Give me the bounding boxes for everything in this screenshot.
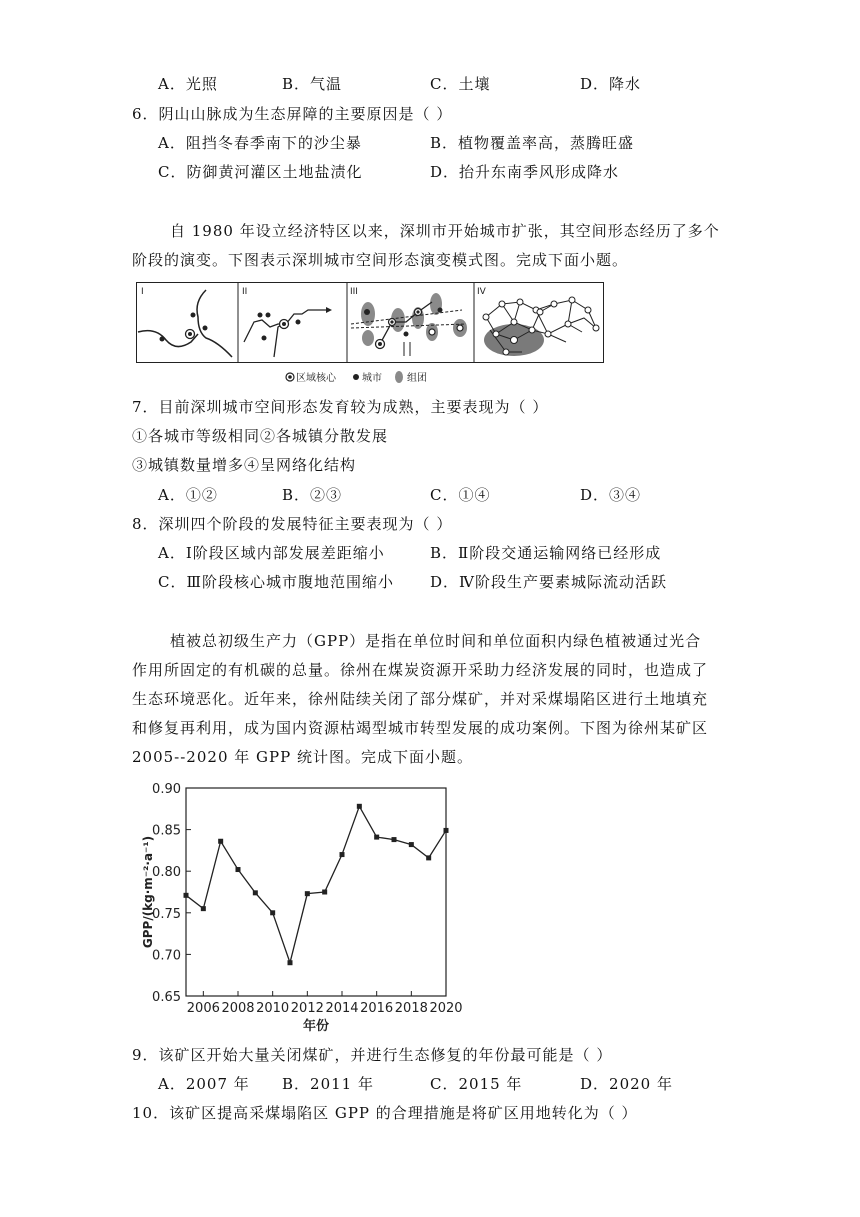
x-tick-label: 2012: [290, 1001, 324, 1016]
data-point: [357, 804, 362, 809]
data-point: [426, 855, 431, 860]
q8-option-b: B．Ⅱ阶段交通运输网络已经形成: [430, 544, 662, 562]
x-tick-label: 2008: [221, 1001, 255, 1016]
q5-option-a: A．光照: [158, 75, 218, 93]
passage2-line-4: 和修复再利用，成为国内资源枯竭型城市转型发展的成功案例。下图为徐州某矿区: [132, 719, 709, 737]
legend-cluster: 组团: [407, 373, 427, 384]
q6-option-c: C．防御黄河灌区土地盐渍化: [158, 163, 363, 181]
y-tick-label: 0.70: [152, 948, 181, 964]
data-point: [392, 837, 397, 842]
plot-frame: [186, 788, 446, 996]
data-point: [305, 891, 310, 896]
x-axis-ticks: [187, 991, 463, 1016]
data-point: [409, 842, 414, 847]
q7-option-b: B．②③: [282, 486, 343, 504]
gpp-series-points: [184, 804, 449, 965]
gpp-line-chart: [136, 774, 463, 1036]
q9-option-b: B．2011 年: [282, 1075, 374, 1093]
q6-option-a: A．阻挡冬春季南下的沙尘暴: [158, 134, 362, 152]
q7-option-c: C．①④: [430, 486, 491, 504]
legend-core: 区域核心: [296, 373, 336, 384]
q7-items-2: ③城镇数量增多④呈网络化结构: [132, 456, 357, 474]
q8-option-a: A．Ⅰ阶段区域内部发展差距缩小: [158, 544, 385, 562]
q6-stem: 6．阴山山脉成为生态屏障的主要原因是（ ）: [132, 105, 453, 123]
data-point: [236, 867, 241, 872]
passage2-line-3: 生态环境恶化。近年来，徐州陆续关闭了部分煤矿，并对采煤塌陷区进行土地填充: [132, 690, 709, 708]
q5-option-d: D．降水: [580, 75, 642, 93]
y-tick-label: 0.90: [152, 782, 181, 797]
gpp-series-line: [186, 806, 446, 962]
data-point: [184, 893, 189, 898]
data-point: [374, 835, 379, 840]
data-point: [201, 906, 206, 911]
data-point: [288, 960, 293, 965]
x-tick-label: 2014: [325, 1001, 359, 1016]
x-tick-label: 2006: [186, 1001, 220, 1016]
y-tick-label: 0.80: [152, 865, 181, 881]
q9-option-d: D．2020 年: [580, 1075, 673, 1093]
panel-label-4: IV: [477, 287, 486, 297]
q8-option-c: C．Ⅲ阶段核心城市腹地范围缩小: [158, 573, 394, 591]
x-tick-label: 2020: [429, 1001, 463, 1016]
data-point: [218, 839, 223, 844]
passage2-line-5: 2005--2020 年 GPP 统计图。完成下面小题。: [132, 748, 473, 766]
y-tick-label: 0.85: [152, 823, 181, 839]
q6-option-d: D．抬升东南季风形成降水: [430, 163, 620, 181]
passage2-line-2: 作用所固定的有机碳的总量。徐州在煤炭资源开采助力经济发展的同时，也造成了: [132, 661, 709, 679]
legend-city: 城市: [362, 373, 382, 384]
q8-option-d: D．Ⅳ阶段生产要素城际流动活跃: [430, 573, 668, 591]
passage2-line-1: 植被总初级生产力（GPP）是指在单位时间和单位面积内绿色植被通过光合: [170, 632, 702, 650]
y-axis-label: GPP/(kg·m⁻²·a⁻¹): [141, 835, 155, 949]
data-point: [253, 890, 258, 895]
q5-option-b: B．气温: [282, 75, 343, 93]
q7-stem: 7．目前深圳城市空间形态发育较为成熟，主要表现为（ ）: [132, 398, 549, 416]
x-tick-label: 2016: [360, 1001, 394, 1016]
q6-option-b: B．植物覆盖率高，蒸腾旺盛: [430, 134, 635, 152]
panel-label-3: III: [350, 287, 358, 297]
q9-stem: 9．该矿区开始大量关闭煤矿，并进行生态修复的年份最可能是（ ）: [132, 1046, 613, 1064]
x-tick-label: 2010: [256, 1001, 290, 1016]
panel-label-2: II: [242, 287, 248, 297]
shenzhen-evolution-figure: [136, 282, 604, 387]
q7-option-d: D．③④: [580, 486, 642, 504]
data-point: [340, 852, 345, 857]
passage1-line-2: 阶段的演变。下图表示深圳城市空间形态演变模式图。完成下面小题。: [132, 251, 629, 269]
q10-stem: 10．该矿区提高采煤塌陷区 GPP 的合理措施是将矿区用地转化为（ ）: [132, 1104, 638, 1122]
data-point: [322, 890, 327, 895]
q9-option-c: C．2015 年: [430, 1075, 523, 1093]
q5-option-c: C．土壤: [430, 75, 491, 93]
q7-items-1: ①各城市等级相同②各城镇分散发展: [132, 427, 389, 445]
x-axis-label: 年份: [302, 1019, 330, 1034]
x-tick-label: 2018: [394, 1001, 428, 1016]
panel-label-1: I: [141, 287, 144, 297]
q9-option-a: A．2007 年: [158, 1075, 250, 1093]
data-point: [444, 828, 449, 833]
q8-stem: 8．深圳四个阶段的发展特征主要表现为（ ）: [132, 515, 453, 533]
y-tick-label: 0.75: [152, 906, 181, 922]
data-point: [270, 910, 275, 915]
y-tick-label: 0.65: [152, 990, 181, 1005]
passage1-line-1: 自 1980 年设立经济特区以来，深圳市开始城市扩张，其空间形态经历了多个: [170, 222, 720, 240]
q7-option-a: A．①②: [158, 486, 218, 504]
